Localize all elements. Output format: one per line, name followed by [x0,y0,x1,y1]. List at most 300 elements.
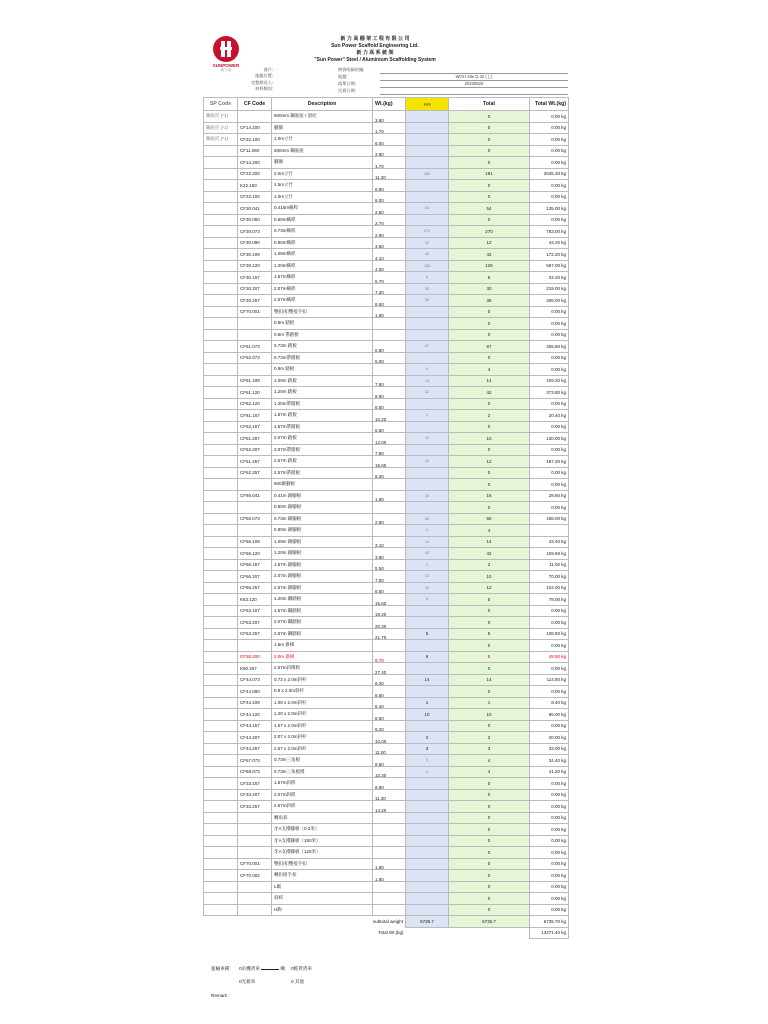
sp-code-cell [204,364,238,376]
table-row [204,651,569,663]
sp-code-cell [204,778,238,790]
total-cell: 3 [449,743,530,755]
quantity-cell[interactable]: 14 [406,674,449,686]
company-titles [300,36,450,64]
description-cell: 0.73m橫桿 [272,226,373,238]
weight-value: 9.70 [375,658,384,663]
table-row [204,812,569,824]
info-left-label: 客戶: [263,67,273,72]
description-cell: 0.73m三角板 [272,755,373,767]
brand-sub: 新力高 [220,68,232,72]
description-cell: 600踢腳板 [272,479,373,491]
total-cell: 16 [449,490,530,502]
header-quantity: ??? [406,98,449,111]
weight-cell [373,513,406,525]
quantity-cell[interactable]: 14 [406,375,449,387]
weight-value: 3.80 [375,554,384,559]
quantity-cell[interactable] [406,180,449,192]
total-cell: 0 [449,858,530,870]
description-cell: 0.73m三角板撐 [272,766,373,778]
total-cell: 0 [449,502,530,514]
total-cell: 12 [449,582,530,594]
sp-code-cell [204,237,238,249]
weight-cell [373,824,406,836]
subtotal-weight: 6735.70 kg [530,916,569,928]
sp-code-cell [204,479,238,491]
total-cell: 0 [449,870,530,882]
cf-code-cell [238,640,272,652]
total-weight-cell: 567.00 kg [530,260,569,272]
total-weight-cell: 0.00 kg [530,870,569,882]
quantity-cell[interactable]: 30 [406,283,449,295]
cf-code-cell [238,479,272,491]
sp-code-cell [204,214,238,226]
quantity-cell[interactable] [406,835,449,847]
table-row [204,479,569,491]
quantity-cell[interactable]: 10 [406,433,449,445]
weight-value: 7.30 [375,290,384,295]
description-cell: 600mm 鋼底座 / 頂托 [272,111,373,123]
quantity-cell[interactable] [406,858,449,870]
table-row [204,410,569,422]
total-cell: 0 [449,467,530,479]
quantity-cell[interactable] [406,467,449,479]
quantity-cell[interactable] [406,191,449,203]
weight-value: 10.00 [375,738,387,743]
cf-code-cell: CF61.257 [238,456,272,468]
cf-code-cell [238,364,272,376]
total-weight-cell: 0.00 kg [530,157,569,169]
total-weight-cell: 8.40 kg [530,697,569,709]
quantity-cell[interactable] [406,318,449,330]
grand-total-label: Total Wt.(kg) [378,930,404,936]
weight-value: 7.00 [375,577,384,582]
description-cell: 0.6m 帶踏板 [272,329,373,341]
quantity-cell[interactable]: 2 [406,732,449,744]
description-cell: 雙扣/扣雙接手扣 [272,858,373,870]
total-weight-cell: 48.50 kg [530,651,569,663]
quantity-cell[interactable] [406,479,449,491]
quantity-cell[interactable]: 12 [406,456,449,468]
delivery-option-flatbed[interactable]: 0光板車 [239,979,256,984]
description-cell: 1.57 x 2.0m斜杆 [272,720,373,732]
table-row [204,444,569,456]
table-row [204,318,569,330]
total-weight-cell: 0.00 kg [530,663,569,675]
quantity-cell[interactable]: 5 [406,594,449,606]
quantity-cell[interactable] [406,214,449,226]
sp-code-cell [204,249,238,261]
quantity-cell[interactable]: 67 [406,341,449,353]
cf-code-cell: CF30.257 [238,295,272,307]
quantity-cell[interactable] [406,352,449,364]
sp-code-cell [204,571,238,583]
table-row [204,893,569,905]
total-cell: 12 [449,456,530,468]
weight-cell [373,214,406,226]
delivery-option-crane-truck[interactable] [239,966,285,972]
cf-code-cell: CF66.157 [238,559,272,571]
cf-code-cell: CF66.207 [238,571,272,583]
quantity-cell[interactable]: 12 [406,582,449,594]
quantity-cell[interactable]: 2 [406,559,449,571]
table-row [204,168,569,180]
table-row [204,686,569,698]
total-cell: 6 [449,272,530,284]
info-left-label: 地盤位置: [255,73,273,79]
quantity-cell[interactable] [406,893,449,905]
description-cell: 1.57m 踢腳板 [272,559,373,571]
quantity-cell[interactable]: 126 [406,260,449,272]
total-weight-cell: 41.20 kg [530,766,569,778]
weight-cell [373,686,406,698]
header-total-weight: Total Wt.(kg) [530,98,569,111]
quantity-cell[interactable]: 5 [406,651,449,663]
weight-value: 8.60 [375,761,384,766]
info-value[interactable]: WOH Site D 42 (上) [380,74,568,81]
weight-cell [373,525,406,537]
cf-code-cell: CF22.200 [238,168,272,180]
total-weight-cell: 219.00 kg [530,283,569,295]
table-row [204,858,569,870]
cf-code-cell: CF30.207 [238,283,272,295]
sp-code-cell [204,226,238,238]
sp-code-cell [204,260,238,272]
total-weight-cell: 0.00 kg [530,778,569,790]
info-row [338,67,568,74]
quantity-cell[interactable] [406,444,449,456]
weight-cell [373,640,406,652]
table-row [204,180,569,192]
total-cell: 42 [449,387,530,399]
quantity-cell[interactable] [406,398,449,410]
customer-info [207,67,273,93]
sp-code-cell [204,743,238,755]
quantity-cell[interactable] [406,870,449,882]
cf-code-cell: K63.120 [238,594,272,606]
cf-code-cell: CF66.073 [238,513,272,525]
sp-code-cell [204,490,238,502]
quantity-cell[interactable] [406,502,449,514]
weight-value: 19.20 [375,612,387,617]
total-weight-cell: 108.50 kg [530,628,569,640]
cf-code-cell: CF30.073 [238,226,272,238]
sp-code-cell [204,341,238,353]
info-left-label: 完整期送入: [250,79,273,85]
total-weight-cell: 0.00 kg [530,122,569,134]
quantity-cell[interactable] [406,686,449,698]
weight-cell [373,559,406,571]
weight-value: 5.50 [375,566,384,571]
table-row [204,801,569,813]
subtotal-total: 6735.7 [449,916,530,928]
weight-value: 8.30 [375,474,384,479]
description-cell: 1.57m 鋼踏板 [272,605,373,617]
total-cell: 0 [449,881,530,893]
weight-value: 5.70 [375,278,384,283]
weight-value: 8.20 [375,681,384,686]
sp-code-cell [204,191,238,203]
total-cell: 0 [449,605,530,617]
cf-code-cell: CF44.157 [238,720,272,732]
total-cell: 0 [449,157,530,169]
description-cell: 1.20m 踏板 [272,387,373,399]
quantity-cell[interactable] [406,778,449,790]
description-cell: 1.57m斜桿 [272,778,373,790]
weight-cell [373,743,406,755]
quantity-cell[interactable] [406,824,449,836]
weight-value: 20.30 [375,623,387,628]
quantity-cell[interactable]: 42 [406,387,449,399]
quantity-cell[interactable]: 1 [406,697,449,709]
table-row [204,536,569,548]
quantity-cell[interactable] [406,605,449,617]
sp-code-cell [204,858,238,870]
weight-value: 2.50 [375,209,384,214]
weight-cell [373,410,406,422]
total-weight-cell: 0.00 kg [530,306,569,318]
quantity-cell[interactable]: 54 [406,203,449,215]
description-cell: 2.57m斜撐桿 [272,663,373,675]
quantity-cell[interactable] [406,421,449,433]
total-cell: 5 [449,628,530,640]
weight-value: 5.00 [375,359,384,364]
total-cell: 2 [449,732,530,744]
table-row [204,203,569,215]
weight-value: 6.00 [375,140,384,145]
total-cell: 2 [449,410,530,422]
weight-value: 6.00 [375,198,384,203]
weight-cell [373,329,406,341]
cf-code-cell [238,893,272,905]
sp-code-cell [204,870,238,882]
table-row [204,904,569,916]
table-row [204,559,569,571]
description-cell: 0.73 x 2.0m斜杆 [272,674,373,686]
cf-code-cell: CF62.207 [238,444,272,456]
info-value[interactable] [380,88,568,95]
quantity-cell[interactable]: 42 [406,249,449,261]
table-row [204,847,569,859]
weight-cell [373,881,406,893]
description-cell: 牙A支撐腳板（150米） [272,835,373,847]
total-weight-cell: 0.00 kg [530,191,569,203]
description-cell: 1.5m立竹 [272,180,373,192]
total-weight-cell: 34.20 kg [530,272,569,284]
quantity-cell[interactable]: 14 [406,536,449,548]
description-cell: 2.07m 踢腳板 [272,571,373,583]
quantity-cell[interactable] [406,329,449,341]
table-row [204,663,569,675]
quantity-cell[interactable] [406,801,449,813]
table-row [204,628,569,640]
quantity-cell[interactable]: 12 [406,237,449,249]
sp-code-cell [204,651,238,663]
total-cell: 5 [449,651,530,663]
table-row [204,709,569,721]
table-row [204,870,569,882]
weight-value: 8.50 [375,405,384,410]
quantity-cell[interactable]: 6 [406,272,449,284]
weight-cell [373,111,406,123]
order-info [338,67,568,95]
cf-code-cell: CF70.001 [238,858,272,870]
total-weight-cell: 0.00 kg [530,720,569,732]
sp-code-cell [204,904,238,916]
quantity-cell[interactable] [406,145,449,157]
total-cell: 0 [449,306,530,318]
table-row [204,306,569,318]
weight-value: 27.40 [375,669,387,674]
table-row [204,594,569,606]
quantity-cell[interactable] [406,122,449,134]
quantity-cell[interactable] [406,111,449,123]
quantity-cell[interactable]: 2 [406,410,449,422]
total-cell: 0 [449,663,530,675]
description-cell: 轉扣接手扣 [272,870,373,882]
total-cell: 181 [449,168,530,180]
weight-cell [373,398,406,410]
weight-cell [373,387,406,399]
table-row [204,456,569,468]
total-weight-cell: 0.00 kg [530,824,569,836]
quantity-cell[interactable]: 4 [406,364,449,376]
cf-code-cell: CF30.157 [238,272,272,284]
total-weight-cell: 0.00 kg [530,352,569,364]
total-weight-cell: 306.00 kg [530,295,569,307]
cf-code-cell: CF58.200 [238,651,272,663]
total-weight-cell: 130.00 kg [530,433,569,445]
table-row [204,157,569,169]
total-weight-cell: 0.00 kg [530,467,569,479]
total-weight-cell: 187.20 kg [530,456,569,468]
quantity-cell[interactable]: 5 [406,628,449,640]
cf-code-cell: CF62.257 [238,467,272,479]
total-weight-cell: 0.00 kg [530,893,569,905]
quantity-cell[interactable] [406,134,449,146]
cf-code-cell: CF66.041 [238,490,272,502]
quantity-cell[interactable] [406,663,449,675]
quantity-cell[interactable] [406,812,449,824]
total-cell: 1 [449,697,530,709]
total-weight-cell: 172.20 kg [530,249,569,261]
total-cell: 0 [449,214,530,226]
quantity-cell[interactable]: 36 [406,295,449,307]
tonnage-unit: 噸 [280,966,286,971]
weight-value: 4.10 [375,255,384,260]
sp-code-cell [204,755,238,767]
weight-value: 4.50 [375,267,384,272]
table-row [204,283,569,295]
description-cell: 2.07m橫桿 [272,283,373,295]
table-row [204,398,569,410]
quantity-cell[interactable] [406,720,449,732]
quantity-cell[interactable]: 4 [406,766,449,778]
description-cell: 2.57m帶踏板 [272,467,373,479]
quantity-cell[interactable] [406,640,449,652]
quantity-cell[interactable]: 10 [406,709,449,721]
weight-value: 2.70 [375,221,384,226]
weight-cell [373,168,406,180]
cf-code-cell: CF63.257 [238,628,272,640]
cf-code-cell [238,904,272,916]
quantity-cell[interactable] [406,881,449,893]
table-row [204,835,569,847]
total-cell: 60 [449,513,530,525]
quantity-cell[interactable] [406,847,449,859]
cf-code-cell: CF22.100 [238,134,272,146]
weight-value: 3.80 [375,152,384,157]
total-weight-cell: 0.00 kg [530,812,569,824]
quantity-cell[interactable] [406,789,449,801]
table-row [204,571,569,583]
total-cell: 0 [449,329,530,341]
total-weight-cell: 0.00 kg [530,904,569,916]
quantity-cell[interactable]: 42 [406,548,449,560]
weight-cell [373,341,406,353]
cf-code-cell: CF61.120 [238,387,272,399]
quantity-cell[interactable]: 270 [406,226,449,238]
description-cell: 2.07m 鋼踏板 [272,617,373,629]
quantity-cell[interactable]: 60 [406,513,449,525]
cf-code-cell: CF66.257 [238,582,272,594]
quantity-cell[interactable]: 3 [406,743,449,755]
description-cell: 2.57m 鋼踏板 [272,628,373,640]
delivery-option-light-truck[interactable]: 0輕貨貨車 [291,966,312,971]
quantity-cell[interactable] [406,306,449,318]
description-cell: 2.0m立竹 [272,168,373,180]
total-cell: 0 [449,479,530,491]
description-cell: 1.0m立竹 [272,191,373,203]
quantity-cell[interactable] [406,157,449,169]
total-cell: 0 [449,686,530,698]
total-cell: 0 [449,145,530,157]
cf-code-cell: CF30.109 [238,249,272,261]
weight-cell [373,789,406,801]
sp-code-cell [204,548,238,560]
quantity-cell[interactable]: 181 [406,168,449,180]
total-weight-cell: 0.00 kg [530,789,569,801]
weight-cell [373,904,406,916]
header-description: Description [272,98,373,111]
weight-value: 11.30 [375,796,386,801]
quantity-cell[interactable] [406,904,449,916]
quantity-cell[interactable]: 16 [406,490,449,502]
total-cell: 14 [449,674,530,686]
quantity-cell[interactable] [406,617,449,629]
description-cell: 斜桿 [272,893,373,905]
delivery-option-other[interactable]: 0 其他 [291,979,305,984]
total-cell: 0 [449,111,530,123]
description-cell: 轉角扣 [272,812,373,824]
grand-total-value: 13471.40 kg [530,927,569,939]
quantity-cell[interactable]: 10 [406,571,449,583]
weight-cell [373,421,406,433]
sp-code-cell [204,766,238,778]
total-cell: 5 [449,594,530,606]
weight-value: 9.20 [375,727,384,732]
description-cell: L碼 [272,881,373,893]
info-value[interactable]: 20230520 [380,81,568,88]
quantity-cell[interactable]: 4 [406,525,449,537]
weight-cell [373,122,406,134]
cf-code-cell [238,881,272,893]
quantity-cell[interactable]: 4 [406,755,449,767]
total-cell: 2 [449,559,530,571]
description-cell: 腳圈 [272,157,373,169]
total-cell: 0 [449,444,530,456]
info-key: 送貨日期: [338,88,356,94]
